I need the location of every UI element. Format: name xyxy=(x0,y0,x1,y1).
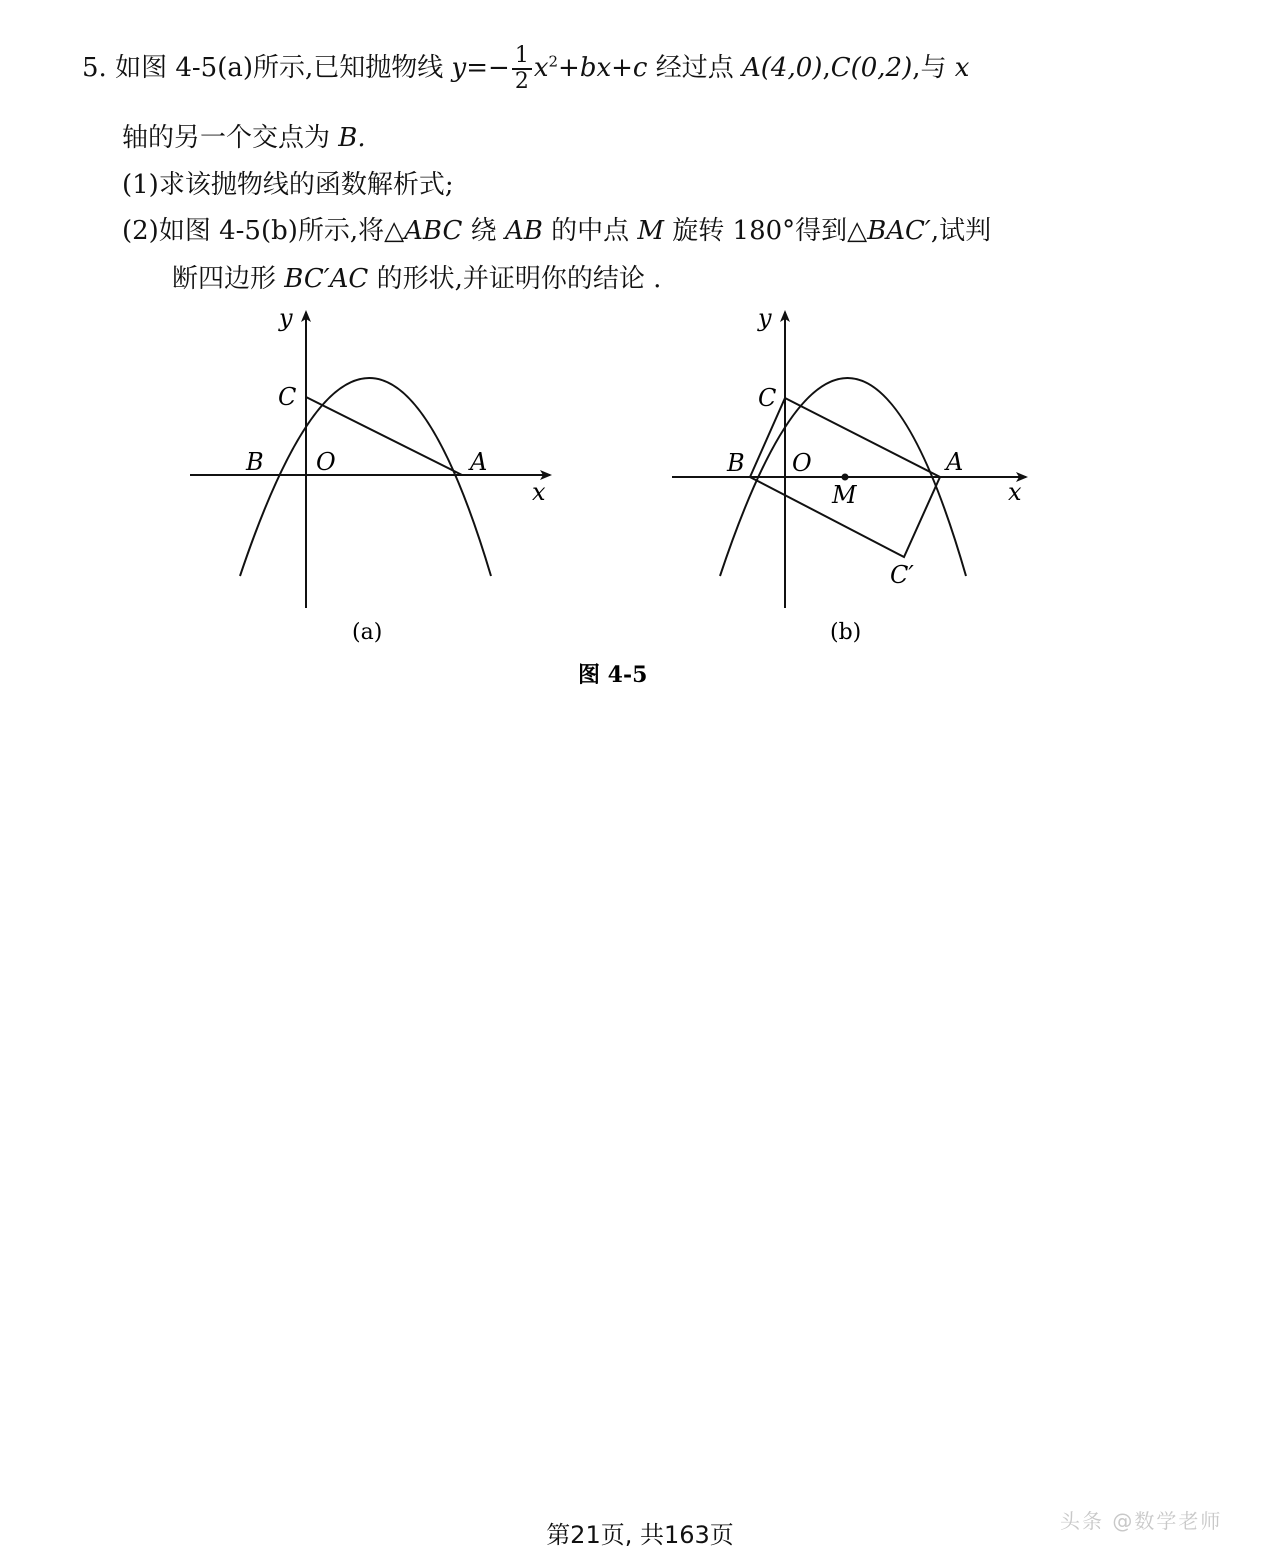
figure-a-label-c: C xyxy=(278,383,297,411)
equation-exponent: 2 xyxy=(548,52,559,71)
segment-ab-ref: AB xyxy=(504,216,543,246)
watermark: 头条 @数学老师 xyxy=(1060,1509,1223,1533)
quadrilateral-ref: BC′AC xyxy=(284,264,369,294)
problem-number: 5. xyxy=(82,53,107,83)
figure-4-5 xyxy=(0,0,1280,720)
figure-a-label-y: y xyxy=(279,304,293,332)
part-2-text-a: (2)如图 4-5(b)所示,将△ xyxy=(122,216,405,246)
triangle-bac-ref: BAC′ xyxy=(867,216,931,246)
equation-x: x xyxy=(533,53,549,83)
figure-a-label-x: x xyxy=(532,478,546,506)
part-1-text: (1)求该抛物线的函数解析式; xyxy=(122,170,454,200)
part-2-text-g: 的形状,并证明你的结论 . xyxy=(368,264,662,294)
figure-a xyxy=(190,304,550,645)
figure-b-label-b: B xyxy=(727,449,745,477)
figure-a-label-a: A xyxy=(470,448,488,476)
x-axis-ref: x xyxy=(954,53,970,83)
figure-b-label-y: y xyxy=(758,304,772,332)
part-2-text-e: ,试判 xyxy=(930,216,992,246)
figure-a-caption: (a) xyxy=(352,620,383,645)
problem-text-mid: 经过点 xyxy=(647,53,743,83)
figure-a-label-b: B xyxy=(246,448,264,476)
problem-text: 如图 4-5(a)所示,已知抛物线 xyxy=(115,53,452,83)
comma-separator: , xyxy=(822,53,831,83)
figure-b-label-c: C xyxy=(758,384,777,412)
problem-text-tail: ,与 xyxy=(912,53,955,83)
figure-caption: 图 4-5 xyxy=(578,662,648,688)
figure-b-label-a: A xyxy=(946,448,964,476)
equation-equals: =− xyxy=(466,53,510,83)
figure-b-label-m: M xyxy=(832,481,857,509)
problem-line-2-text: 轴的另一个交点为 xyxy=(122,123,339,153)
point-b-ref: B. xyxy=(338,123,366,153)
figure-b-label-x: x xyxy=(1008,478,1022,506)
figure-b xyxy=(672,304,1026,645)
part-2-text-f: 断四边形 xyxy=(172,264,285,294)
figure-b-label-o: O xyxy=(792,449,812,477)
point-c-coords: C(0,2) xyxy=(830,53,913,83)
triangle-abc-ref: ABC xyxy=(404,216,463,246)
equation-y: y xyxy=(451,53,467,83)
equation-rest: +bx+c xyxy=(558,53,648,83)
figure-b-point-m xyxy=(842,474,849,481)
figure-a-label-o: O xyxy=(316,448,336,476)
page-number: 第21页, 共163页 xyxy=(546,1521,734,1549)
midpoint-m-ref: M xyxy=(637,216,664,246)
fraction-numerator: 1 xyxy=(512,44,532,70)
part-2-text-b: 绕 xyxy=(462,216,505,246)
part-2-text-c: 的中点 xyxy=(542,216,638,246)
figure-b-caption: (b) xyxy=(830,620,862,645)
part-2-text-d: 旋转 180°得到△ xyxy=(664,216,868,246)
point-a-coords: A(4,0) xyxy=(742,53,823,83)
fraction-denominator: 2 xyxy=(514,69,529,94)
figure-b-label-c-prime: C′ xyxy=(890,561,914,589)
